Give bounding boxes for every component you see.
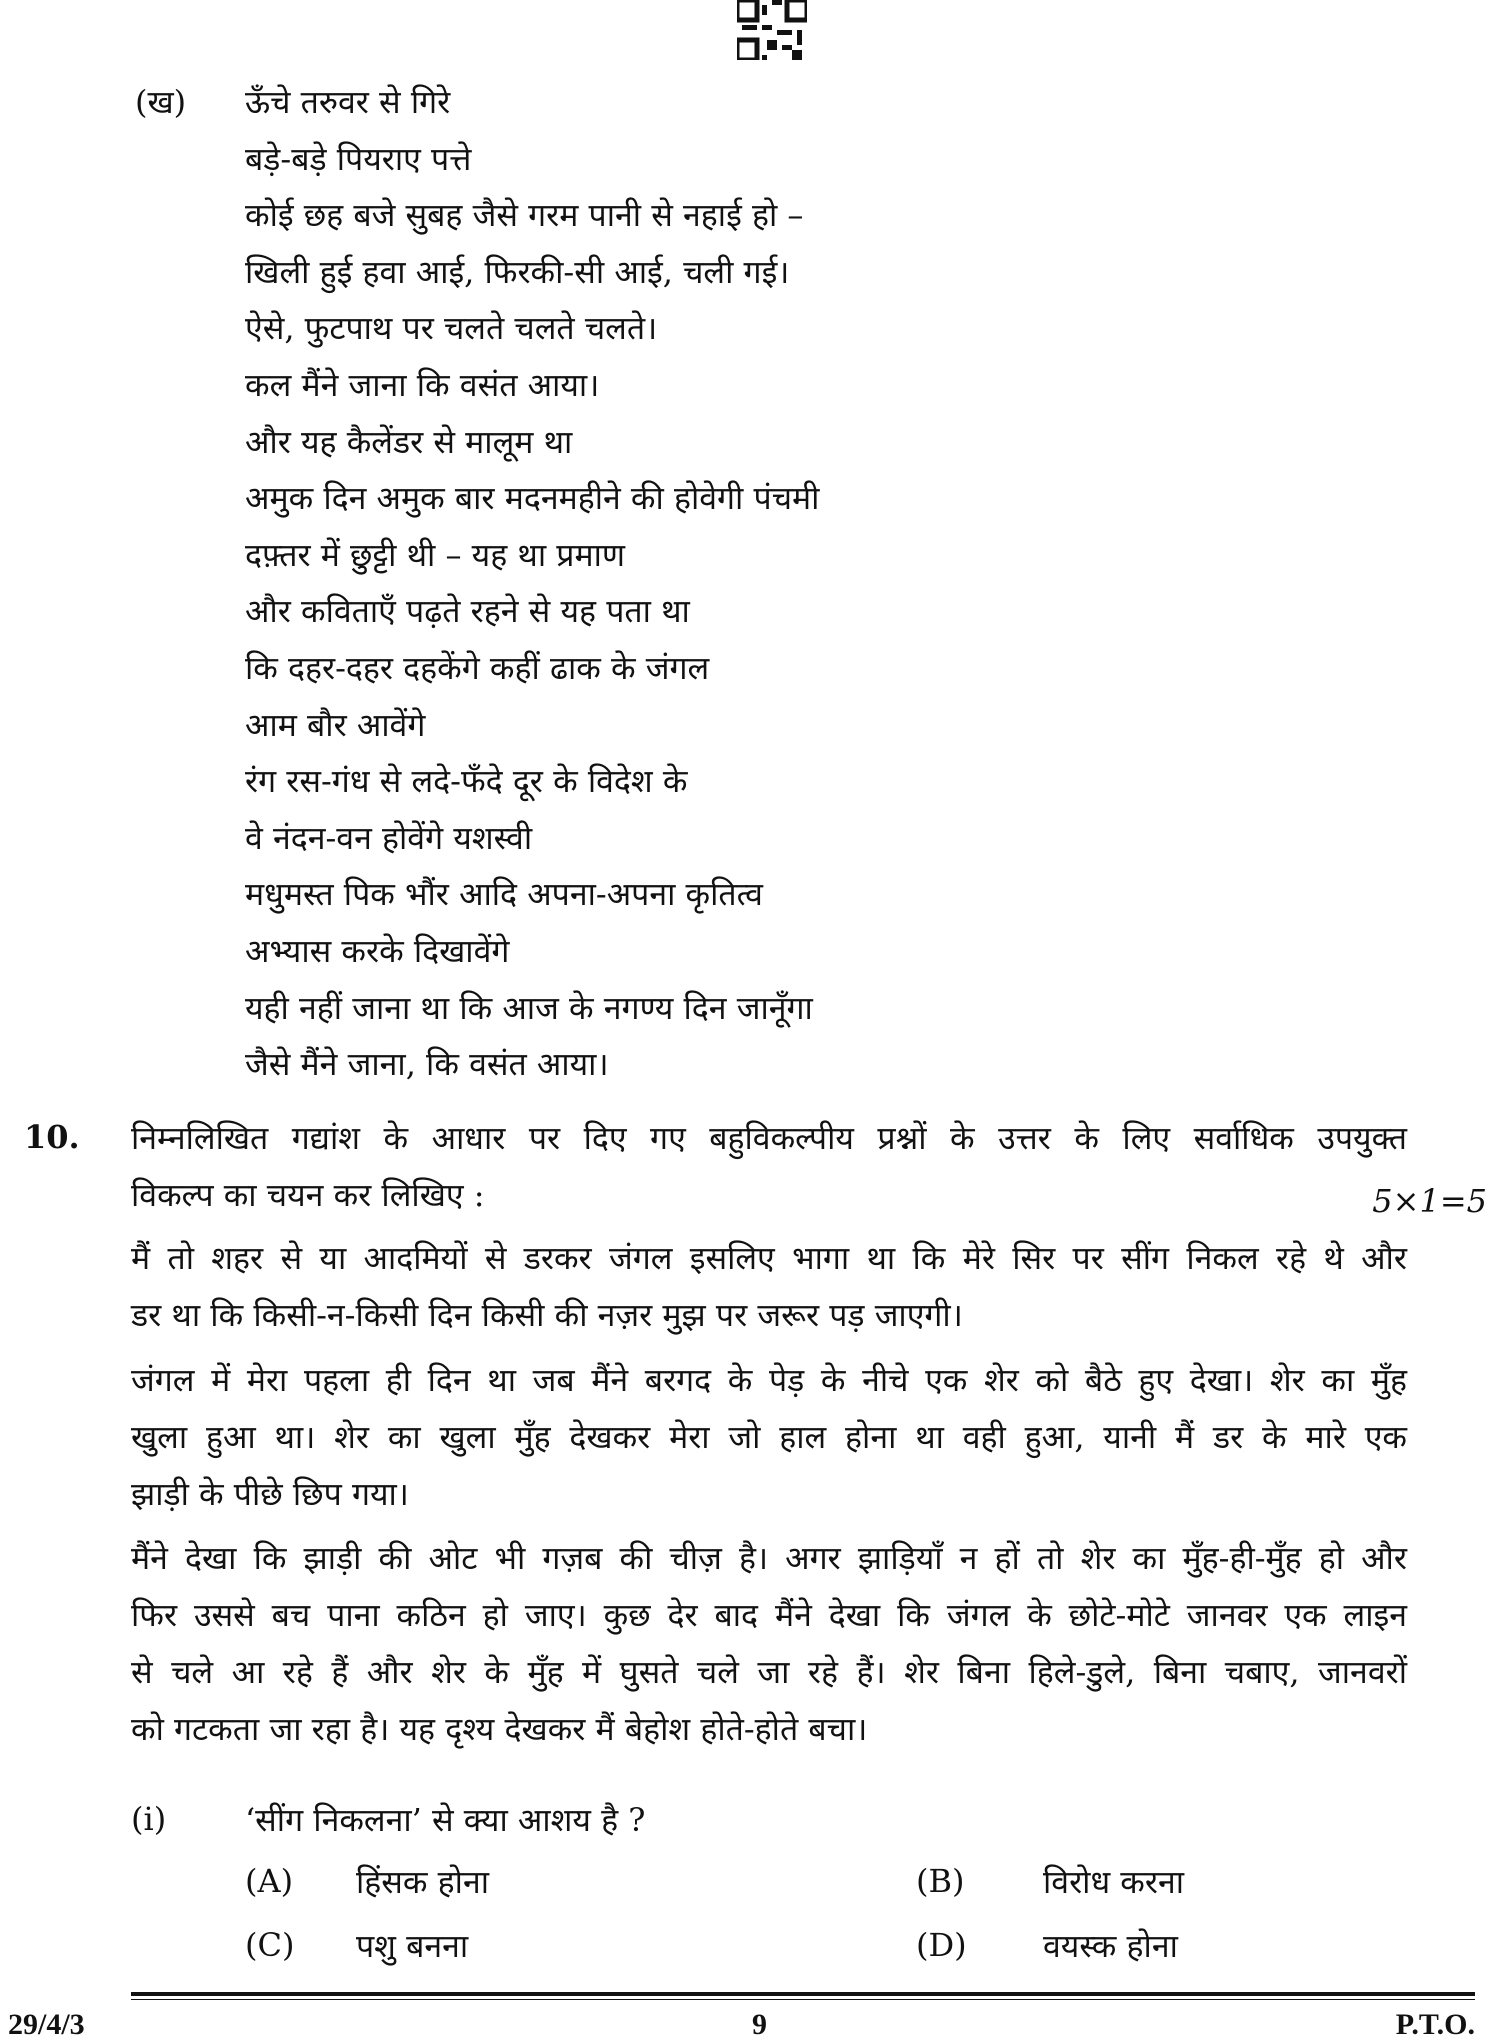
marks-allocation: 5×1=5 — [1372, 1182, 1487, 1220]
poem-line: अभ्यास करके दिखावेंगे — [245, 932, 510, 970]
qr-code-icon — [737, 0, 807, 60]
passage-line: जंगल में मेरा पहला ही दिन था जब मैंने बरगद के पेड़ के नीचे एक शेर को बैठे हुए देखा। शेर का मुँह — [131, 1361, 1407, 1399]
instruction-line: निम्नलिखित गद्यांश के आधार पर दिए गए बहुविकल्पीय प्रश्नों के उत्तर के लिए सर्वाधिक उपयुक्त — [131, 1119, 1407, 1157]
page-number: 9 — [752, 2008, 767, 2041]
poem-line: बड़े-बड़े पियराए पत्ते — [245, 139, 472, 178]
option-label: (C) — [245, 1926, 295, 1964]
poem-line: कल मैंने जाना कि वसंत आया। — [245, 366, 600, 404]
poem-line: अमुक दिन अमुक बार मदनमहीने की होवेगी पंचमी — [245, 479, 820, 518]
poem-line: दफ़्तर में छुट्टी थी – यह था प्रमाण — [245, 535, 626, 574]
sub-question-text: ‘सींग निकलना’ से क्या आशय है ? — [245, 1801, 646, 1839]
poem-line: मधुमस्त पिक भौंर आदि अपना-अपना कृतित्व — [245, 875, 763, 914]
option-text: विरोध करना — [1043, 1863, 1185, 1901]
passage-line: मैंने देखा कि झाड़ी की ओट भी गज़ब की चीज़ है। अगर झाड़ियाँ न हों तो शेर का मुँह-ही-मुँह हो और — [131, 1539, 1407, 1577]
passage-line: झाड़ी के पीछे छिप गया। — [131, 1475, 409, 1513]
poem-line: खिली हुई हवा आई, फिरकी-सी आई, चली गई। — [245, 252, 790, 291]
paper-code: 29/4/3 — [8, 2008, 85, 2041]
poem-line: जैसे मैंने जाना, कि वसंत आया। — [245, 1045, 609, 1084]
passage-line: को गटकता जा रहा है। यह दृश्य देखकर मैं बेहोश होते-होते बचा। — [131, 1710, 868, 1748]
poem-line: और यह कैलेंडर से मालूम था — [245, 422, 573, 461]
question-instruction — [131, 1110, 1407, 1224]
poem-line: आम बौर आवेंगे — [245, 705, 426, 744]
passage-line: डर था कि किसी-न-किसी दिन किसी की नज़र मुझ पर जरूर पड़ जाएगी। — [131, 1296, 963, 1334]
option-label: (B) — [916, 1862, 965, 1900]
option-text: वयस्क होना — [1043, 1927, 1178, 1965]
poem-line: कि दहर-दहर दहकेंगे कहीं ढाक के जंगल — [245, 649, 710, 687]
poem-line: ऊँचे तरुवर से गिरे — [245, 83, 451, 121]
passage-paragraph — [131, 1230, 1407, 1344]
sub-question-number: (i) — [131, 1800, 167, 1838]
poem-line: वे नंदन-वन होवेंगे यशस्वी — [245, 818, 533, 857]
passage-paragraph — [131, 1352, 1407, 1523]
passage-line: फिर उससे बच पाना कठिन हो जाए। कुछ देर बाद मैंने देखा कि जंगल के छोटे-मोटे जानवर एक लाइन — [131, 1596, 1407, 1634]
instruction-line: विकल्प का चयन कर लिखिए : — [131, 1176, 485, 1214]
question-number: 10. — [24, 1118, 80, 1156]
poem-line: यही नहीं जाना था कि आज के नगण्य दिन जानूँगा — [245, 988, 813, 1027]
poem-label: (ख) — [135, 83, 187, 121]
poem-line: और कविताएँ पढ़ते रहने से यह पता था — [245, 592, 690, 631]
footer-divider — [131, 1992, 1475, 1996]
option-text: पशु बनना — [356, 1927, 469, 1965]
please-turn-over: P.T.O. — [1395, 2008, 1475, 2041]
poem-line: ऐसे, फुटपाथ पर चलते चलते चलते। — [245, 309, 658, 348]
option-label: (A) — [245, 1862, 294, 1900]
passage-line: खुला हुआ था। शेर का खुला मुँह देखकर मेरा जो हाल होना था वही हुआ, यानी मैं डर के मारे एक — [131, 1418, 1407, 1456]
passage-line: से चले आ रहे हैं और शेर के मुँह में घुसते चले जा रहे हैं। शेर बिना हिले-डुले, बिना चबाए, जानवरों — [131, 1653, 1407, 1691]
passage-paragraph — [131, 1530, 1407, 1758]
option-text: हिंसक होना — [356, 1863, 489, 1901]
poem-line: रंग रस-गंध से लदे-फँदे दूर के विदेश के — [245, 762, 688, 801]
footer-divider-thin — [131, 1999, 1475, 2000]
passage-line: मैं तो शहर से या आदमियों से डरकर जंगल इसलिए भागा था कि मेरे सिर पर सींग निकल रहे थे और — [131, 1239, 1407, 1277]
poem-line: कोई छह बजे सुबह जैसे गरम पानी से नहाई हो – — [245, 196, 804, 235]
option-label: (D) — [916, 1926, 967, 1964]
